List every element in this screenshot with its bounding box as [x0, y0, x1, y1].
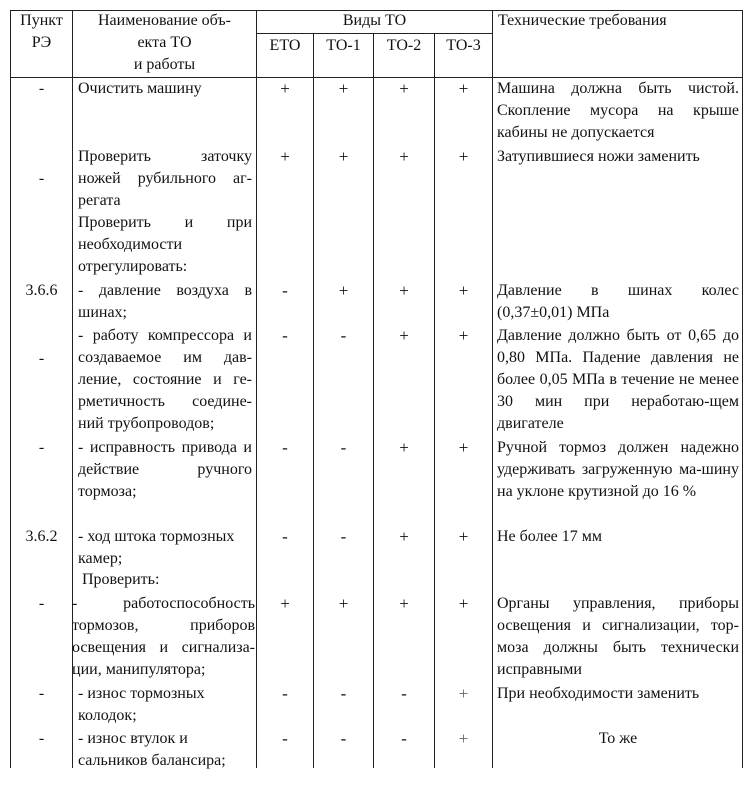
col-border-to3 [492, 10, 493, 768]
header-to1: ТО-1 [326, 37, 361, 54]
mark-to2: + [399, 594, 409, 613]
row-point: - [38, 595, 45, 612]
row-point: - [38, 685, 45, 702]
mark-to1: - [340, 729, 347, 748]
mark-eto: - [282, 527, 288, 546]
mark-to3: + [458, 326, 469, 345]
mark-to2: + [399, 438, 409, 457]
mark-eto: - [282, 438, 288, 457]
mark-to3: + [458, 281, 469, 300]
row-name: - работу компрессора и создаваемое им дав-ление, состояние и ге-рметичность соедине-ний трубопроводов; [78, 327, 252, 432]
row-tech: Давление в шинах колес (0,37±0,01) МПа [497, 282, 739, 321]
row-point: - [38, 350, 45, 367]
row-name: - работоспособность тормозов, приборов освещения и сигнализа-ции, манипулятора; [72, 595, 255, 678]
row-name: - ход штока тормозных камер; [78, 528, 235, 567]
mark-eto: - [282, 684, 288, 703]
row-point: - [38, 80, 45, 97]
mark-to2: + [399, 281, 409, 300]
header-tech: Технические требования [498, 12, 667, 29]
col-border-to1 [373, 33, 374, 768]
mark-to3: + [458, 594, 469, 613]
row-point: - [38, 439, 45, 456]
col-border-right [742, 10, 743, 768]
row-tech: Органы управления, приборы освещения и сигнализации, тор-моза должны быть технически исправными [497, 595, 739, 678]
header-to3: ТО-3 [446, 37, 481, 54]
mark-to1: + [338, 79, 349, 98]
mark-to2: - [401, 729, 407, 748]
subheader-divider [256, 33, 492, 34]
row-name: Очистить машину [78, 80, 202, 97]
mark-to3: + [458, 147, 469, 166]
row-point: - [38, 730, 45, 747]
row-name: - исправность привода и действие ручного тормоза; [78, 439, 252, 500]
header-types: Виды ТО [342, 12, 407, 29]
row-point: 3.6.2 [25, 528, 58, 545]
header-point: Пункт РЭ [20, 12, 63, 51]
mark-to1: + [338, 147, 349, 166]
header-eto: ЕТО [269, 37, 301, 54]
mark-to3: + [458, 684, 469, 703]
mark-to2: - [401, 684, 407, 703]
mark-to1: + [338, 281, 349, 300]
mark-eto: + [280, 147, 290, 166]
mark-to2: + [399, 527, 409, 546]
mark-to2: + [399, 147, 409, 166]
mark-to3: + [458, 729, 469, 748]
mark-to1: + [338, 594, 349, 613]
row-name: Проверить: [82, 571, 160, 588]
row-name: - износ втулок и сальников балансира; [78, 730, 226, 769]
mark-to1: - [340, 527, 347, 546]
col-border-name [256, 10, 257, 768]
col-border-left [10, 10, 11, 768]
col-border-to2 [434, 33, 435, 768]
mark-to3: + [458, 527, 469, 546]
row-name: - износ тормозных колодок; [78, 685, 205, 724]
mark-eto: + [280, 79, 290, 98]
row-name: Проверить и при необходимости отрегулировать: [78, 214, 252, 275]
row-tech: Затупившиеся ножи заменить [497, 148, 700, 165]
row-tech: Не более 17 мм [497, 528, 603, 545]
row-tech: Давление должно быть от 0,65 до 0,80 МПа. Падение давления не более 0,05 МПа в течение не менее 30 мин при неработаю-щем двигателе [497, 327, 739, 432]
mark-to1: - [340, 684, 347, 703]
mark-to2: + [399, 326, 409, 345]
mark-eto: + [280, 594, 290, 613]
row-name: - давление воздуха в шинах; [78, 282, 252, 321]
col-border-eto [313, 33, 314, 768]
row-tech: При необходимости заменить [497, 685, 700, 702]
row-point: 3.6.6 [25, 282, 58, 299]
mark-to1: - [340, 326, 347, 345]
mark-eto: - [282, 729, 288, 748]
header-to2: ТО-2 [386, 37, 422, 54]
row-name: Проверить заточку ножей рубильного аг-регата [78, 148, 252, 209]
row-tech: Ручной тормоз должен надежно удерживать загруженную ма-шину на уклоне крутизной до 16 % [497, 439, 739, 500]
row-tech: Машина должна быть чистой. Скопление мусора на крыше кабины не допускается [497, 80, 739, 141]
mark-to3: + [458, 79, 469, 98]
mark-to3: + [458, 438, 469, 457]
row-point: - [38, 170, 45, 187]
mark-to1: - [340, 438, 347, 457]
mark-eto: - [282, 326, 288, 345]
mark-eto: - [282, 281, 288, 300]
header-name: Наименование объ- екта ТО и работы [97, 12, 232, 73]
mark-to2: + [399, 79, 409, 98]
row-tech: То же [598, 730, 638, 747]
